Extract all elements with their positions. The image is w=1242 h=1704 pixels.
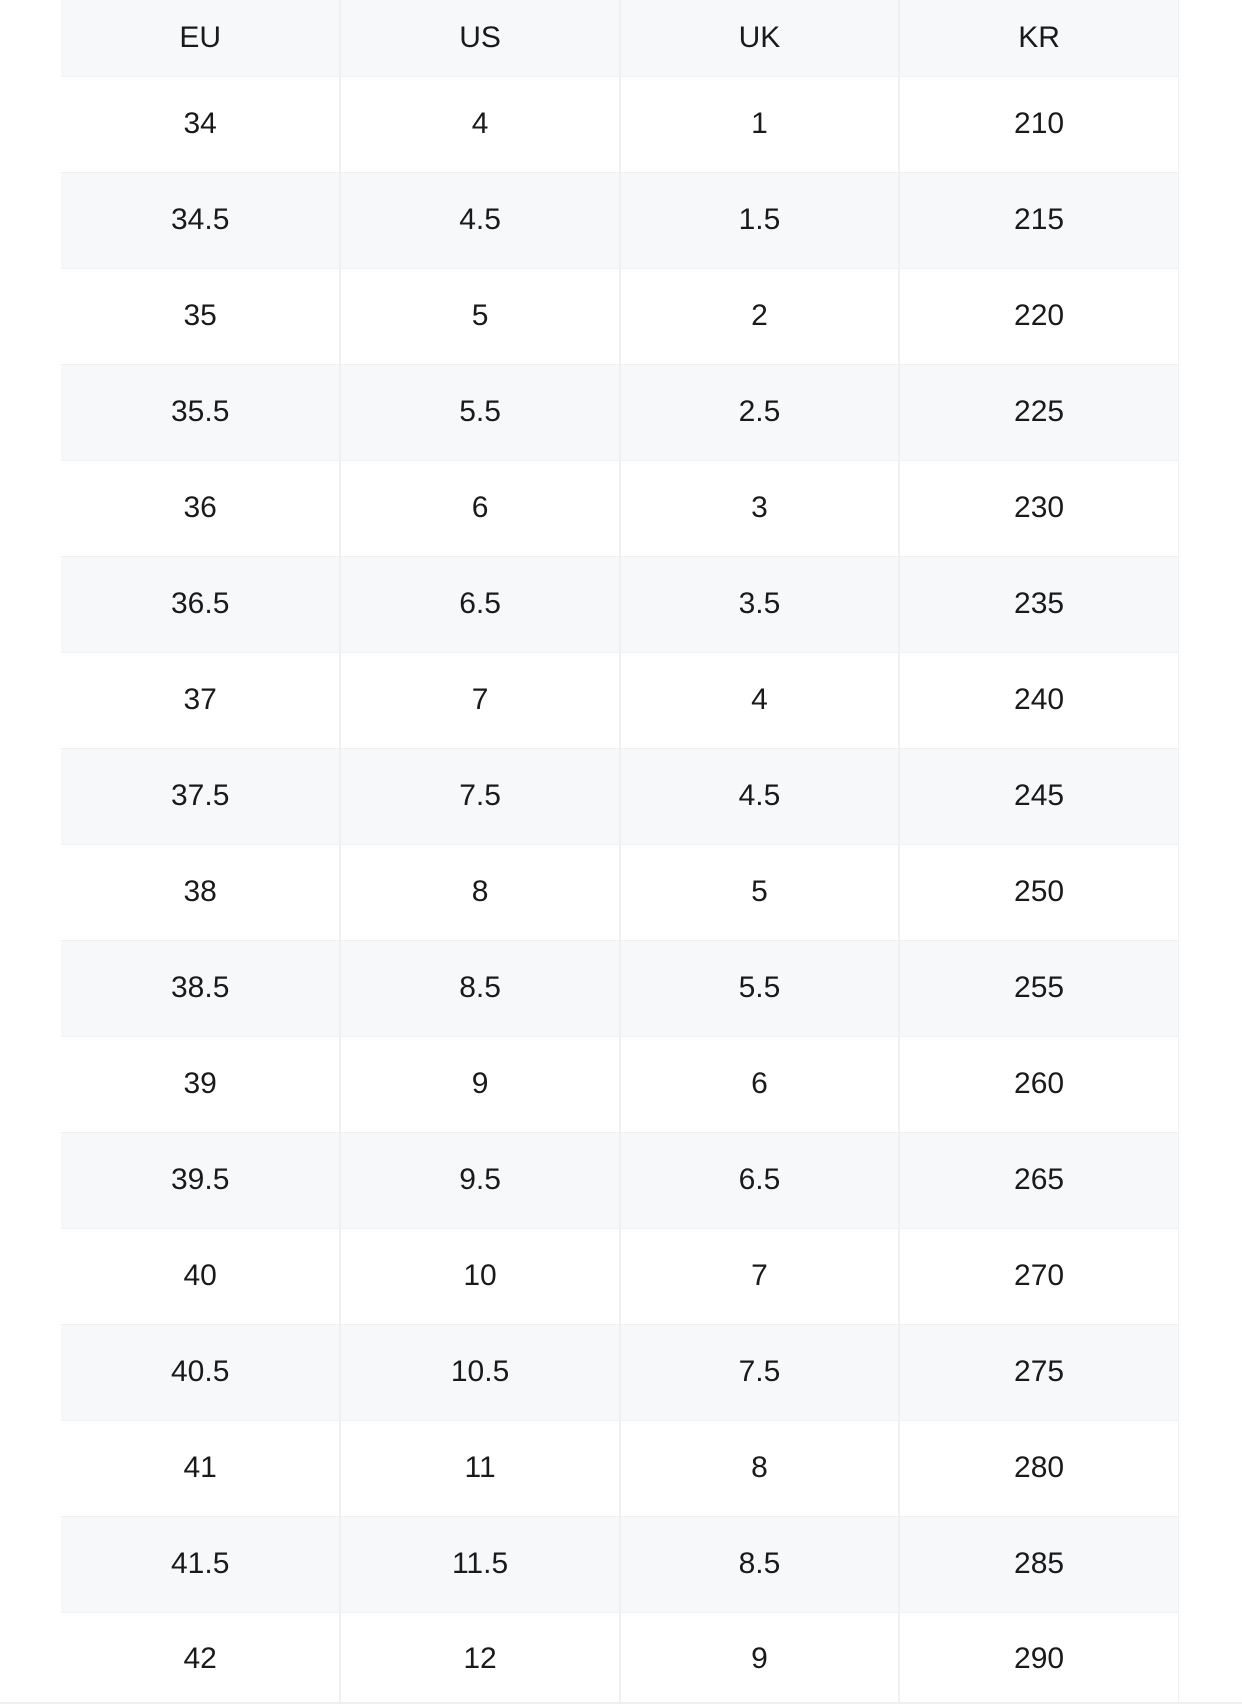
size-cell-us: 6 [340,460,619,556]
size-cell-uk: 7 [620,1228,899,1324]
size-cell-us: 5 [340,268,619,364]
size-cell-kr: 290 [899,1612,1178,1704]
size-cell-kr: 285 [899,1516,1178,1612]
size-cell-us: 4.5 [340,172,619,268]
size-cell-us: 7.5 [340,748,619,844]
size-cell-kr: 255 [899,940,1178,1036]
header-eu: EU [61,0,340,76]
size-cell-eu: 38.5 [61,940,340,1036]
size-cell-kr: 240 [899,652,1178,748]
table-row [61,172,1179,268]
size-cell-uk: 6 [620,1036,899,1132]
table-row [61,556,1179,652]
size-cell-uk: 4 [620,652,899,748]
size-cell-uk: 2 [620,268,899,364]
size-cell-us: 6.5 [340,556,619,652]
table-header [61,0,1179,76]
size-cell-eu: 41.5 [61,1516,340,1612]
size-cell-kr: 220 [899,268,1178,364]
table-row [61,652,1179,748]
header-us: US [340,0,619,76]
size-cell-kr: 215 [899,172,1178,268]
size-cell-kr: 225 [899,364,1178,460]
size-cell-uk: 9 [620,1612,899,1704]
header-row [61,0,1179,76]
table-row [61,1324,1179,1420]
size-cell-eu: 37.5 [61,748,340,844]
table-row [61,1612,1179,1704]
table-row [61,76,1179,172]
size-cell-eu: 40 [61,1228,340,1324]
size-cell-eu: 34.5 [61,172,340,268]
size-cell-kr: 260 [899,1036,1178,1132]
size-cell-us: 9.5 [340,1132,619,1228]
size-cell-us: 11 [340,1420,619,1516]
size-cell-us: 11.5 [340,1516,619,1612]
size-cell-uk: 5.5 [620,940,899,1036]
table-row [61,1228,1179,1324]
size-cell-us: 5.5 [340,364,619,460]
size-cell-eu: 39.5 [61,1132,340,1228]
size-cell-us: 4 [340,76,619,172]
table-row [61,1420,1179,1516]
size-cell-eu: 38 [61,844,340,940]
table-row [61,364,1179,460]
size-cell-eu: 36.5 [61,556,340,652]
size-cell-eu: 42 [61,1612,340,1704]
size-cell-uk: 3.5 [620,556,899,652]
size-cell-uk: 3 [620,460,899,556]
size-cell-eu: 36 [61,460,340,556]
size-cell-kr: 210 [899,76,1178,172]
size-cell-us: 9 [340,1036,619,1132]
table-row [61,1036,1179,1132]
size-cell-eu: 39 [61,1036,340,1132]
size-cell-uk: 8 [620,1420,899,1516]
size-cell-us: 8 [340,844,619,940]
size-cell-us: 8.5 [340,940,619,1036]
size-cell-eu: 34 [61,76,340,172]
table-row [61,844,1179,940]
header-kr: KR [899,0,1178,76]
size-cell-us: 12 [340,1612,619,1704]
size-cell-uk: 2.5 [620,364,899,460]
table-row [61,748,1179,844]
size-cell-us: 10 [340,1228,619,1324]
size-cell-kr: 275 [899,1324,1178,1420]
size-cell-kr: 250 [899,844,1178,940]
size-cell-us: 7 [340,652,619,748]
size-cell-kr: 235 [899,556,1178,652]
size-cell-us: 10.5 [340,1324,619,1420]
size-cell-uk: 6.5 [620,1132,899,1228]
size-cell-uk: 1.5 [620,172,899,268]
table-row [61,1516,1179,1612]
header-uk: UK [620,0,899,76]
size-cell-eu: 41 [61,1420,340,1516]
table-row [61,940,1179,1036]
size-cell-uk: 7.5 [620,1324,899,1420]
size-cell-eu: 35.5 [61,364,340,460]
table-row [61,268,1179,364]
size-cell-uk: 4.5 [620,748,899,844]
size-cell-kr: 230 [899,460,1178,556]
size-cell-kr: 280 [899,1420,1178,1516]
size-cell-uk: 5 [620,844,899,940]
size-cell-kr: 265 [899,1132,1178,1228]
size-cell-uk: 1 [620,76,899,172]
size-cell-eu: 40.5 [61,1324,340,1420]
shoe-size-chart-table [61,0,1179,1704]
size-cell-uk: 8.5 [620,1516,899,1612]
table-body [61,76,1179,1704]
table-row [61,460,1179,556]
size-cell-eu: 37 [61,652,340,748]
size-cell-kr: 245 [899,748,1178,844]
size-cell-eu: 35 [61,268,340,364]
size-cell-kr: 270 [899,1228,1178,1324]
table-row [61,1132,1179,1228]
